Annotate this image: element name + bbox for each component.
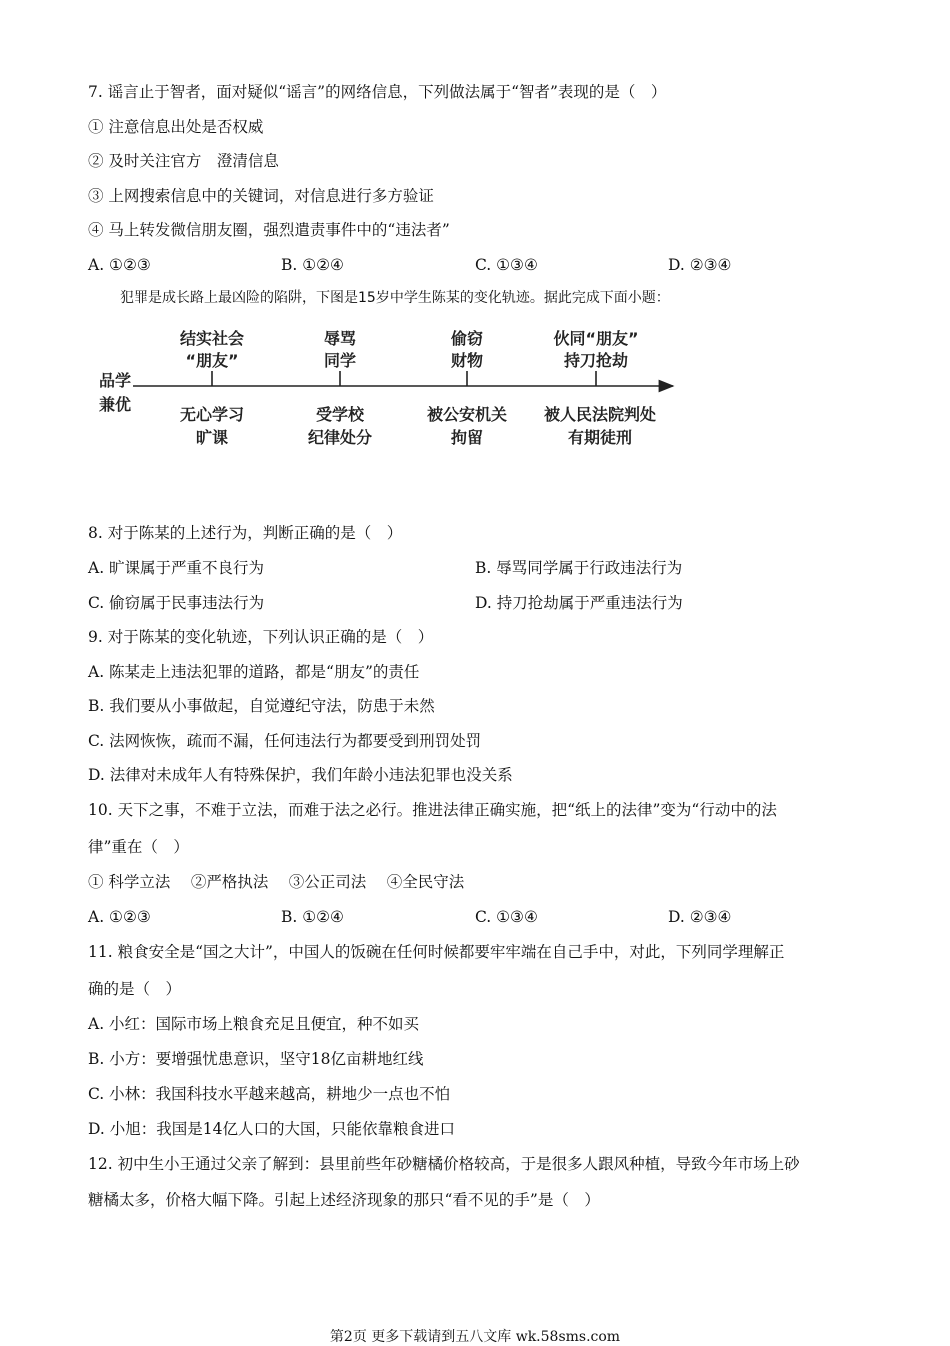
result-4-line1: 被人民法院判处 [543, 405, 657, 424]
event-1-line1: 结实社会 [179, 329, 245, 348]
q11-stem-line1: 11. 粮食安全是“国之大计”，中国人的饭碗在任何时候都要牢牢端在自己手中，对此，下列同学理解正 [88, 943, 785, 961]
result-2-line1: 受学校 [315, 405, 365, 424]
q11-option-d: D. 小旭：我国是14亿人口的大国，只能依靠粮食进口 [88, 1120, 455, 1138]
timeline-diagram [0, 0, 950, 500]
q11-option-c: C. 小林：我国科技水平越来越高，耕地少一点也不怕 [88, 1085, 451, 1103]
result-4-line2: 有期徒刑 [567, 428, 633, 447]
result-1-line1: 无心学习 [179, 405, 245, 424]
q7-option-c: C. ①③④ [475, 256, 538, 274]
q10-option-d: D. ②③④ [668, 908, 732, 926]
q10-items: ① 科学立法 ②严格执法 ③公正司法 ④全民守法 [88, 873, 465, 891]
event-1-line2: “朋友” [185, 351, 239, 370]
q9-option-d: D. 法律对未成年人有特殊保护，我们年龄小违法犯罪也没关系 [88, 766, 513, 784]
start-label-line2: 兼优 [99, 395, 132, 414]
q8-option-c: C. 偷窃属于民事违法行为 [88, 594, 265, 612]
q8-option-a: A. 旷课属于严重不良行为 [88, 559, 265, 577]
q8-stem: 8. 对于陈某的上述行为，判断正确的是（ ） [88, 524, 403, 542]
q11-option-a: A. 小红：国际市场上粮食充足且便宜，种不如买 [88, 1015, 420, 1033]
result-2-line2: 纪律处分 [307, 428, 373, 447]
start-label-line1: 品学 [99, 371, 132, 390]
q10-option-a: A. ①②③ [88, 908, 151, 926]
page-footer: 第2页 更多下载请到五八文库 wk.58sms.com [329, 1329, 621, 1345]
q9-option-c: C. 法网恢恢，疏而不漏，任何违法行为都要受到刑罚处罚 [88, 732, 482, 750]
event-2-line2: 同学 [323, 351, 357, 370]
event-4-line2: 持刀抢劫 [563, 351, 629, 370]
q10-option-b: B. ①②④ [281, 908, 344, 926]
q7-item-2: ② 及时关注官方 澄清信息 [88, 152, 279, 170]
q12-stem-line2: 糖橘太多，价格大幅下降。引起上述经济现象的那只“看不见的手”是（ ） [88, 1191, 600, 1209]
q10-stem-line2: 律”重在（ ） [88, 838, 189, 856]
q8-option-b: B. 辱骂同学属于行政违法行为 [475, 559, 683, 577]
q11-stem-line2: 确的是（ ） [88, 980, 182, 998]
q9-stem: 9. 对于陈某的变化轨迹，下列认识正确的是（ ） [88, 628, 434, 646]
result-1-line2: 旷课 [195, 428, 229, 447]
q12-stem-line1: 12. 初中生小王通过父亲了解到：县里前些年砂糖橘价格较高，于是很多人跟风种植，导致今年市场上砂 [88, 1155, 800, 1173]
q7-item-4: ④ 马上转发微信朋友圈，强烈遣责事件中的“违法者” [88, 221, 450, 239]
result-3-line1: 被公安机关 [426, 405, 508, 424]
q9-option-a: A. 陈某走上违法犯罪的道路，都是“朋友”的责任 [88, 663, 420, 681]
event-4-line1: 伙同“朋友” [553, 329, 639, 348]
q10-stem-line1: 10. 天下之事，不难于立法，而难于法之必行。推进法律正确实施，把“纸上的法律”变为“行动中的法 [88, 801, 777, 819]
q11-option-b: B. 小方：要增强忧患意识，坚守18亿亩耕地红线 [88, 1050, 424, 1068]
q7-option-a: A. ①②③ [88, 256, 151, 274]
event-3-line1: 偷窃 [450, 329, 484, 348]
result-3-line2: 拘留 [450, 428, 484, 447]
q8-option-d: D. 持刀抢劫属于严重违法行为 [475, 594, 683, 612]
q7-stem: 7. 谣言止于智者，面对疑似“谣言”的网络信息，下列做法属于“智者”表现的是（ ） [88, 83, 667, 101]
q7-option-b: B. ①②④ [281, 256, 344, 274]
q10-option-c: C. ①③④ [475, 908, 538, 926]
event-3-line2: 财物 [450, 351, 484, 370]
q7-option-d: D. ②③④ [668, 256, 732, 274]
q9-option-b: B. 我们要从小事做起，自觉遵纪守法，防患于未然 [88, 697, 435, 715]
material-intro: 犯罪是成长路上最凶险的陷阱，下图是15岁中学生陈某的变化轨迹。据此完成下面小题： [120, 290, 670, 306]
q7-item-1: ① 注意信息出处是否权威 [88, 118, 264, 136]
event-2-line1: 辱骂 [323, 329, 357, 348]
q7-item-3: ③ 上网搜索信息中的关键词，对信息进行多方验证 [88, 187, 434, 205]
